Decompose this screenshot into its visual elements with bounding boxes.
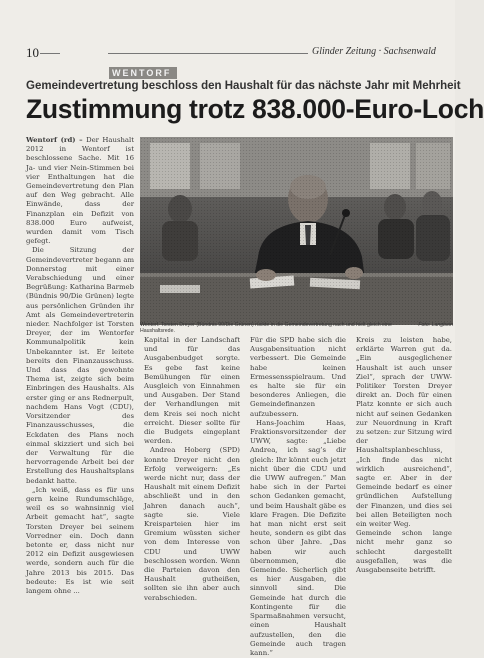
paragraph: Kapital in der Landschaft und für das Ausgabenbudget sorgte. Es gebe fast keine Bemühungen für einen Ausgleich von Einnahmen und Ausgaben. Der Stand der Verhandlungen mit dem Kreis sei noch nicht erreicht. Dieser sollte für die Budgets eingeplant werden.: [144, 336, 240, 446]
paragraph: Die Sitzung der Gemeindevertreter begann am Donnerstag mit einer Verabschiedung und einer Begrüßung: Katharina Barmeb (Bündnis 90/Die Grünen) legte aus persönlichen Gründen ihr Amt als Gemeindevertreterin nieder. Nachfolger ist Torsten Dreyer, der im Wentorfer Kommunalpolitik kein Unbekannter ist. Er leitete bereits den Finanzausschuss. Und dass das gewohnte Thema ist, zeigte sich beim Einbringen des Haushalts. Als erster ging er ans Rednerpult, nachdem Hans Vogt (CDU), Vorsitzender des Finanzausschusses, die Eckdaten des Plans noch einmal skizziert und sich bei der Verwaltung für die hervorragende Arbeit bei der Erstellung des Haushaltsplans bedankt hatte.: [26, 246, 134, 485]
kicker-label: WENTORF: [109, 67, 177, 79]
photo-caption: [140, 322, 453, 335]
publication-name: Glinder Zeitung · Sachsenwald: [312, 46, 436, 57]
lead-paragraph: Wentorf (rd) – Der Haushalt 2012 in Wentorf ist beschlossene Sache. Mit 16 Ja- und vier Nein-Stimmen bei vier Enthaltungen hat die Gemeindevertretung den Plan auf den Weg gebracht. Alle Einwände, dass der Finanzplan ein Defizit von 838.000 Euro aufweist, wurden damit vom Tisch gefegt.: [26, 136, 134, 246]
article-subheadline: Gemeindevertretung beschloss den Haushalt für das nächste Jahr mit Mehrheit: [26, 80, 461, 92]
closing-paragraph: Gemeinde schon lange nicht mehr ganz so schlecht dargestellt ausgefallen, was die Ausgabenseite betrifft.: [356, 529, 452, 575]
dateline: Wentorf (rd) –: [26, 136, 83, 144]
paragraph: Für die SPD habe sich die Ausgabensituation nicht verbessert. Die Gemeinde habe keinen Ermessensspielraum. Und es halte sie für ein besonderes Anliegen, die Gemeindefinanzen aufzubessern.: [250, 336, 346, 418]
paragraph: Andrea Hoberg (SPD) konnte Dreyer nicht den Erfolg verweigern: „Es werde nicht nur, dass der Haushalt mit einem Defizit abschließt und in den Jahren danach auch“, sagte sie. Viele Kreisparteien hier im Gremium wüssten sicher von dem Interesse von CDU und UWW beschlossen worden. Wenn die Parteien davon den Haushalt gutheißen, sollten sie ihn aber auch verabschieden.: [144, 446, 240, 602]
article-column-1: [26, 136, 134, 595]
paragraph: „Ich weiß, dass es für uns gern keine Rundumschläge, weil es so wahnsinnig viel Arbeit gemacht hat“, sagte Torsten Dreyer bei seinem Vorredner ein. Doch dann betonte er, dass nicht nur 2012 ein Defizit ausgewiesen werde, sondern auch für die Jahre 2013 bis 2015. Das bedeute: Es ist wie seit langem ohne ...: [26, 485, 134, 595]
photo-council-meeting: [140, 137, 453, 325]
header-rule: [108, 53, 308, 54]
caption-text: Wentorf. Torsten Dreyer (Bündnis 90/Die Grünen) rückte in die Gemeindevertretung nach und hielt gleich eine Haushaltsrede.: [140, 322, 392, 335]
photo-credit: Foto: Langbein: [418, 322, 453, 328]
paragraph: Hans-Joachim Haas, Fraktionsvorsitzender der UWW, sagte: „Liebe Andrea, ich sag’s dir gleich: Ihr könnt euch jetzt nicht über die CDU und die UWW aufregen.“ Man habe sich in der Partei schon Gedanken gemacht, und beim Haushalt gäbe es klare Fragen. Die Defizite hat man nicht erst seit heute, sondern es gibt das schon über Jahre. „Das haben wir auch übernommen, die Gemeinde. Sicherlich gibt es hier Ausgaben, die sinnvoll sind. Die Gemeinde hat durch die Kontingente für die Sparmaßnahmen versucht, einen Haushalt aufzustellen, den die Gemeinde auch tragen kann.“: [250, 418, 346, 657]
paragraph: Kreis zu leisten habe, erklärte Warren gut da. „Ein ausgeglichener Haushalt ist auch unser Ziel“, sprach der UWW-Politiker Torsten Dreyer direkt an. Doch für einen Platz konnte er sich auch nicht auf seinen Gedanken zur Neuordnung in Kraft zu setzen: zur Sitzung wird der Haushaltsplanbeschluss, „Ich finde das nicht wirklich ausreichend“, sagte er. Aber in der Gemeinde bedarf es einer gründlichen Aufstellung der Finanzen, und dies sei bei allen Beteiligten noch ein weiter Weg.: [356, 336, 452, 529]
header-rule-left: [40, 53, 60, 54]
article-headline: Zustimmung trotz 838.000-Euro-Loch: [26, 94, 484, 124]
page-number: 10: [26, 45, 39, 60]
article-column-4: [356, 336, 452, 575]
article-column-3: [250, 336, 346, 657]
article-column-2: [144, 336, 240, 602]
article-photo: [140, 137, 453, 325]
